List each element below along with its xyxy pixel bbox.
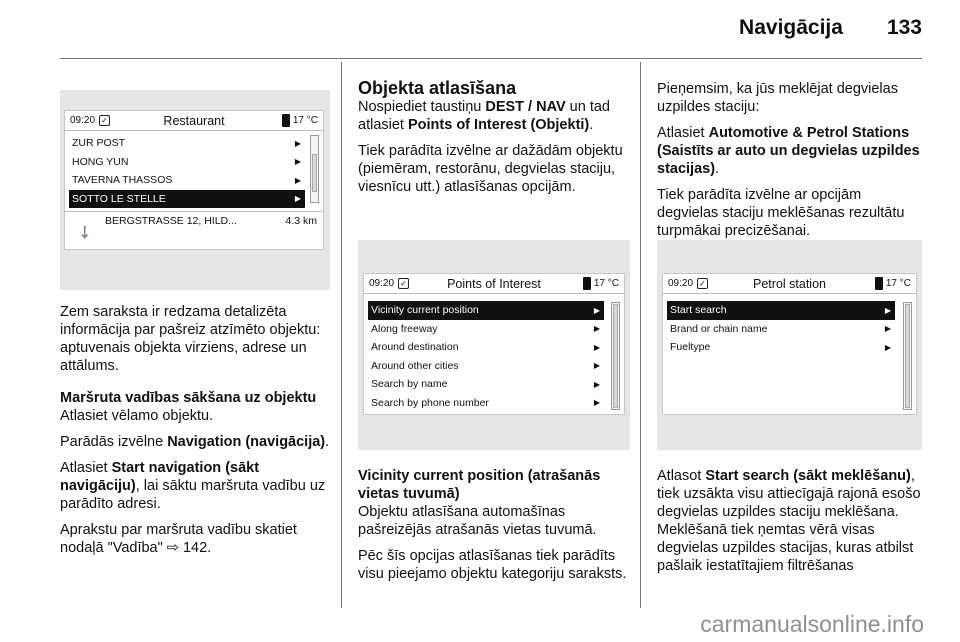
paragraph: Atlasot Start search (sākt meklēšanu), tiek uzsākta visu attiecīgajā rajonā esošo degvielas uzpildes staciju meklēšana. Meklēšanā tiek ņemtas vērā visas degvielas uzpildes stacijas, kuras atbilst pašlaik iestatītajiem filtrēšanas — [657, 468, 921, 574]
middle-column-text-2 — [358, 467, 630, 591]
right-column-text-2 — [657, 467, 925, 583]
paragraph: Pieņemsim, ka jūs meklējat degvielas uzpildes staciju: — [657, 81, 898, 115]
petrol-screen — [662, 273, 917, 415]
clock: 09:20 — [369, 278, 395, 289]
list-item[interactable] — [667, 338, 895, 357]
subheading-vicinity: Vicinity current position (atrašanās vietas tuvumā) — [358, 468, 601, 502]
check-icon: ✓ — [398, 278, 409, 289]
chevron-right-icon: ▶ — [593, 305, 600, 315]
header-rule — [60, 58, 922, 59]
list-item[interactable] — [368, 375, 604, 394]
left-column-text — [60, 303, 330, 565]
screen-title: Restaurant — [163, 113, 225, 128]
chevron-right-icon: ▶ — [294, 157, 301, 167]
column-divider — [341, 62, 342, 608]
page-header — [739, 16, 922, 40]
scroll-thumb[interactable] — [905, 304, 910, 408]
petrol-screenshot — [657, 240, 922, 450]
list-item-label: Around destination — [371, 341, 459, 354]
paragraph: Atlasiet vēlamo objektu. — [60, 408, 214, 424]
list-item-label: Vicinity current position — [371, 304, 479, 317]
paragraph: Nospiediet taustiņu DEST / NAV un tad atlasiet Points of Interest (Objekti). — [358, 99, 610, 133]
list-item-label: Around other cities — [371, 359, 459, 372]
screen-header — [65, 111, 323, 131]
list-item-label: Search by phone number — [371, 396, 489, 409]
chevron-right-icon: ▶ — [884, 342, 891, 352]
list-item[interactable] — [69, 190, 305, 209]
list-item-label: Search by name — [371, 378, 448, 391]
poi-detail — [65, 211, 323, 249]
paragraph: Aprakstu par maršruta vadību skatiet nodaļā "Vadība" ⇨ 142. — [60, 522, 297, 556]
list-item-label: Brand or chain name — [670, 322, 768, 335]
clock: 09:20 — [70, 115, 96, 126]
section-heading: Objekta atlasīšana — [358, 78, 517, 98]
chevron-right-icon: ▶ — [294, 194, 301, 204]
paragraph: Zem saraksta ir redzama detalizēta informācija par pašreiz atzīmēto objektu: aptuvenais objekta virziens, adrese un attālums. — [60, 304, 321, 374]
thermometer-icon — [875, 277, 883, 290]
temperature: 17 °C — [875, 277, 911, 290]
scrollbar[interactable] — [611, 302, 620, 410]
chevron-right-icon: ▶ — [884, 324, 891, 334]
page-title: Navigācija — [739, 16, 843, 39]
poi-list — [69, 134, 305, 208]
detail-distance: 4.3 km — [285, 215, 317, 227]
temperature: 17 °C — [282, 114, 318, 127]
chevron-right-icon: ▶ — [884, 305, 891, 315]
poi-options-list — [368, 301, 604, 412]
temperature: 17 °C — [583, 277, 619, 290]
list-item-label: Along freeway — [371, 322, 438, 335]
paragraph: Pēc šīs opcijas atlasīšanas tiek parādīts visu pieejamo objektu kategoriju saraksts. — [358, 548, 627, 582]
page-ref[interactable]: 142. — [182, 540, 212, 556]
detail-address: BERGSTRASSE 12, HILD... — [105, 215, 237, 227]
screen-header — [364, 274, 624, 294]
scroll-thumb[interactable] — [312, 154, 317, 192]
list-item[interactable] — [368, 320, 604, 339]
scrollbar[interactable] — [310, 135, 319, 203]
list-item-label: ZUR POST — [72, 137, 126, 150]
list-item[interactable] — [368, 338, 604, 357]
paragraph: Objektu atlasīšana automašīnas pašreizējās atrašanās vietas tuvumā. — [358, 504, 597, 538]
middle-column-text — [358, 78, 630, 204]
list-item-label: Start search — [670, 304, 727, 317]
poi-screen — [363, 273, 625, 415]
thermometer-icon — [583, 277, 591, 290]
list-item[interactable] — [368, 301, 604, 320]
list-item-label: TAVERNA THASSOS — [72, 174, 173, 187]
screen-title: Petrol station — [753, 276, 826, 291]
page-ref-arrow-icon: ⇨ — [166, 540, 179, 556]
poi-screenshot — [358, 240, 630, 450]
list-item[interactable] — [667, 301, 895, 320]
list-item-label: SOTTO LE STELLE — [72, 192, 166, 205]
list-item-label: Fueltype — [670, 341, 711, 354]
list-item-label: HONG YUN — [72, 155, 129, 168]
list-item[interactable] — [69, 153, 305, 172]
clock: 09:20 — [668, 278, 694, 289]
chevron-right-icon: ▶ — [593, 324, 600, 334]
paragraph: Tiek parādīta izvēlne ar opcijām degvielas staciju meklēšanas rezultātu turpmākai precizēšanai. — [657, 187, 905, 239]
chevron-right-icon: ▶ — [294, 175, 301, 185]
restaurant-screenshot — [60, 90, 330, 290]
petrol-options-list — [667, 301, 895, 357]
chevron-right-icon: ▶ — [593, 398, 600, 408]
list-item[interactable] — [667, 320, 895, 339]
scroll-thumb[interactable] — [613, 304, 618, 408]
screen-header — [663, 274, 916, 294]
check-icon: ✓ — [697, 278, 708, 289]
subheading-start-navigation: Maršruta vadības sākšana uz objektu — [60, 390, 317, 406]
check-icon: ✓ — [99, 115, 110, 126]
scrollbar[interactable] — [903, 302, 912, 410]
list-item[interactable] — [368, 357, 604, 376]
restaurant-screen — [64, 110, 324, 250]
column-divider — [640, 62, 641, 608]
paragraph: Atlasiet Automotive & Petrol Stations (Saistīts ar auto un degvielas uzpildes stacijas). — [657, 125, 920, 177]
screen-title: Points of Interest — [447, 276, 541, 291]
direction-arrow-icon: ➘ — [72, 219, 98, 245]
chevron-right-icon: ▶ — [593, 361, 600, 371]
list-item[interactable] — [69, 134, 305, 153]
thermometer-icon — [282, 114, 290, 127]
right-column-text — [657, 80, 925, 248]
watermark: carmanualsonline.info — [700, 611, 924, 637]
paragraph: Atlasiet Start navigation (sākt navigāciju), lai sāktu maršruta vadību uz parādīto adresi. — [60, 460, 326, 512]
list-item[interactable] — [368, 394, 604, 413]
chevron-right-icon: ▶ — [593, 379, 600, 389]
paragraph: Parādās izvēlne Navigation (navigācija). — [60, 434, 330, 450]
list-item[interactable] — [69, 171, 305, 190]
page-number: 133 — [886, 16, 922, 39]
chevron-right-icon: ▶ — [593, 342, 600, 352]
chevron-right-icon: ▶ — [294, 138, 301, 148]
paragraph: Tiek parādīta izvēlne ar dažādām objektu (piemēram, restorānu, degvielas staciju, viesnīcu utt.) atlasīšanas opcijām. — [358, 143, 623, 195]
